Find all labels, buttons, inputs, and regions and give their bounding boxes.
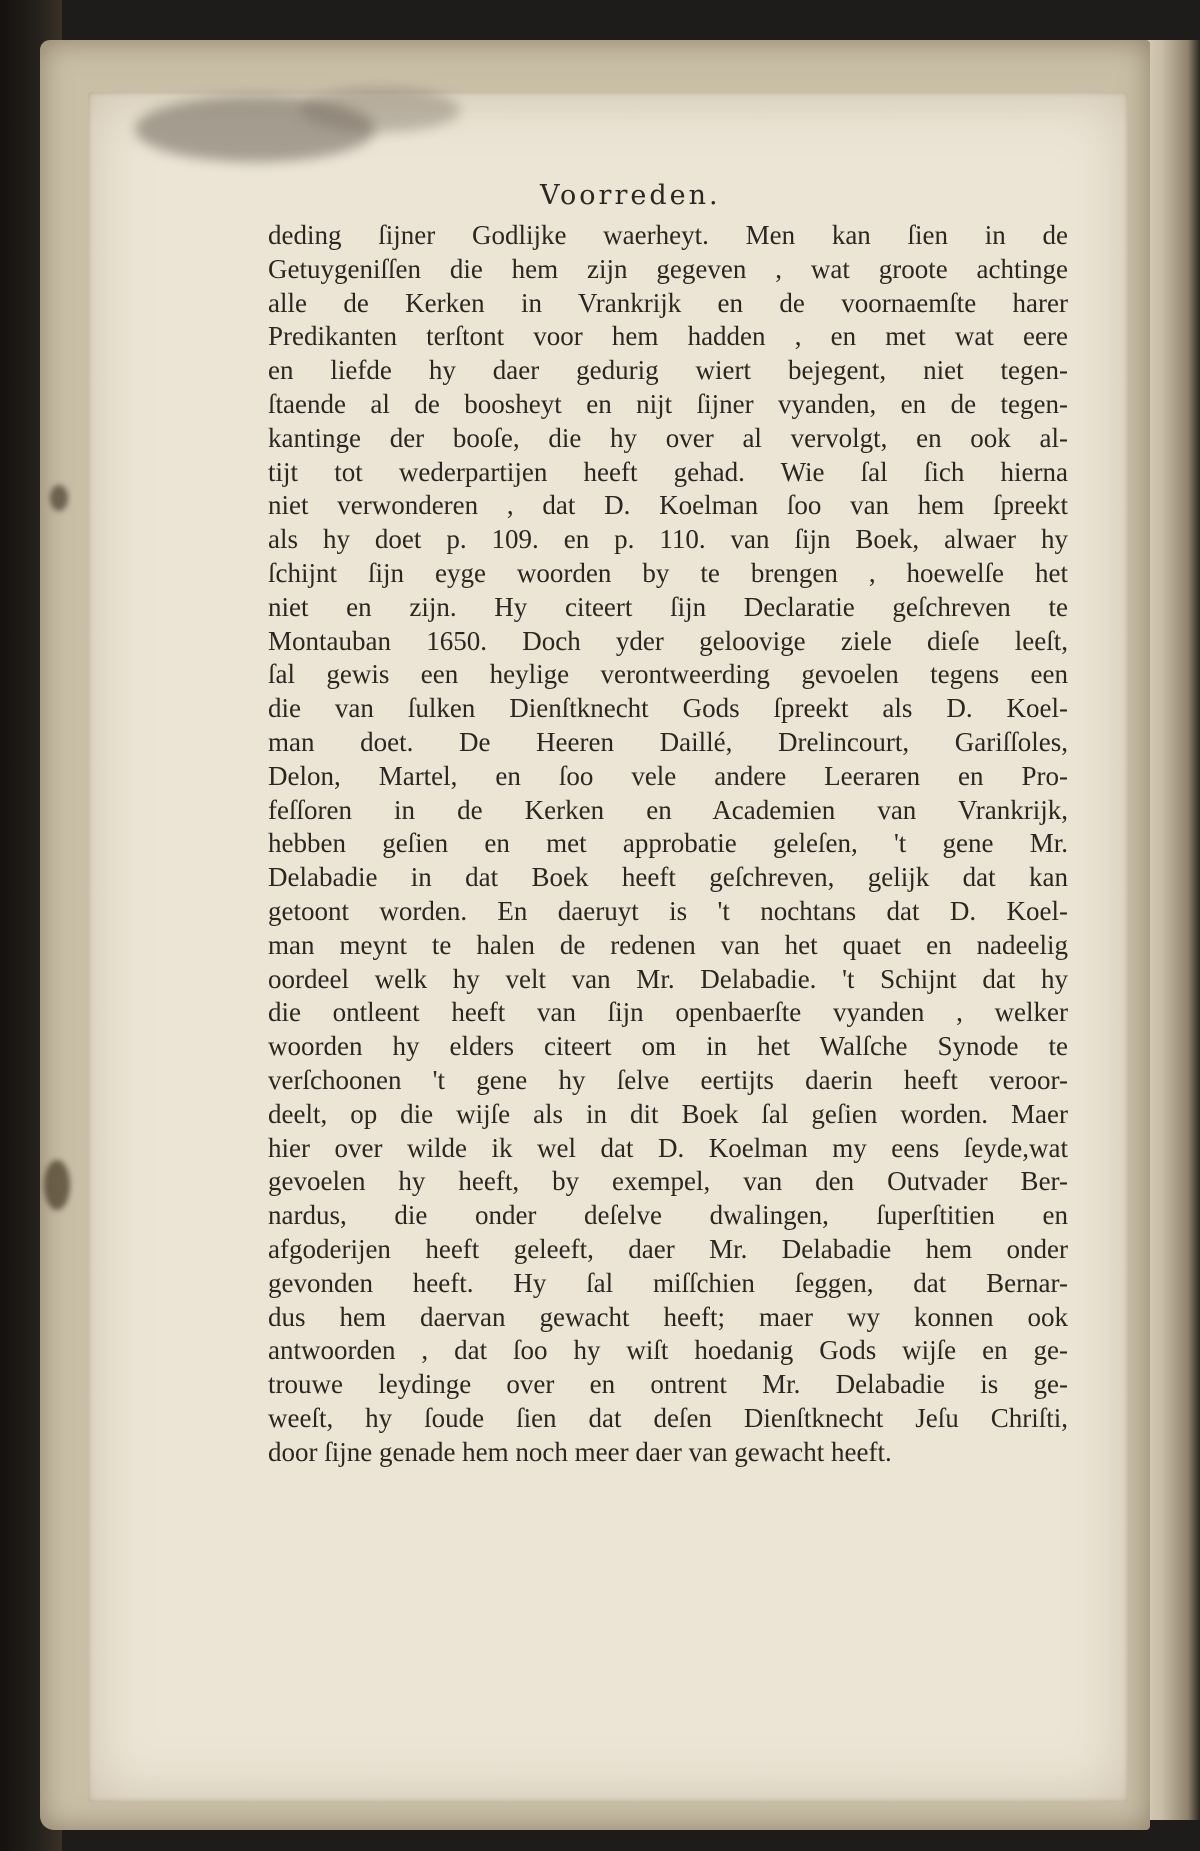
- text-line: man doet. De Heeren Daillé, Drelincourt, Gariſſoles,: [268, 726, 1068, 757]
- text-line: verſchoonen 't gene hy ſelve eertijts daerin heeft veroor-: [268, 1064, 1068, 1095]
- text-line: afgoderijen heeft geleeft, daer Mr. Delabadie hem onder: [268, 1233, 1068, 1264]
- body-text: [268, 219, 1068, 1469]
- text-line: niet verwonderen , dat D. Koelman ſoo van hem ſpreekt: [268, 490, 1068, 521]
- text-line: getoont worden. En daeruyt is 't nochtans dat D. Koel-: [268, 895, 1068, 926]
- text-line: als hy doet p. 109. en p. 110. van ſijn Boek, alwaer hy: [268, 524, 1068, 555]
- text-line: door ſijne genade hem noch meer daer van gewacht heeft.: [268, 1436, 892, 1467]
- text-line: Delabadie in dat Boek heeft geſchreven, gelijk dat kan: [268, 862, 1068, 893]
- text-line: Predikanten terſtont voor hem hadden , en met wat eere: [268, 321, 1068, 352]
- text-line: ſchijnt ſijn eyge woorden by te brengen , hoewelſe het: [268, 557, 1068, 588]
- text-line: hebben geſien en met approbatie geleſen, 't gene Mr.: [268, 828, 1068, 859]
- text-line: gevonden heeft. Hy ſal miſſchien ſeggen, dat Bernar-: [268, 1267, 1068, 1298]
- text-line: nardus, die onder deſelve dwalingen, ſuperſtitien en: [268, 1200, 1068, 1231]
- text-line: ſtaende al de boosheyt en nijt ſijner vyanden, en de tegen-: [268, 388, 1068, 419]
- text-line: kantinge der booſe, die hy over al vervolgt, en ook al-: [268, 422, 1068, 453]
- text-line: deelt, op die wijſe als in dit Boek ſal geſien worden. Maer: [268, 1098, 1068, 1129]
- text-line: man meynt te halen de redenen van het quaet en nadeelig: [268, 929, 1068, 960]
- text-line: trouwe leydinge over en ontrent Mr. Delabadie is ge-: [268, 1369, 1068, 1400]
- ink-blot: [50, 485, 68, 511]
- text-line: alle de Kerken in Vrankrijk en de voornaemſte harer: [268, 287, 1068, 318]
- ink-blot: [44, 1160, 70, 1210]
- text-line: gevoelen hy heeft, by exempel, van den Outvader Ber-: [268, 1166, 1068, 1197]
- water-stain: [300, 88, 460, 132]
- text-line: feſſoren in de Kerken en Academien van Vrankrijk,: [268, 794, 1068, 825]
- text-line: Getuygeniſſen die hem zijn gegeven , wat groote achtinge: [268, 253, 1068, 284]
- running-header: Voorreden.: [540, 180, 721, 211]
- text-line: en liefde hy daer gedurig wiert bejegent, niet tegen-: [268, 355, 1068, 386]
- text-line: Montauban 1650. Doch yder geloovige ziele dieſe leeſt,: [268, 625, 1068, 656]
- text-line: oordeel welk hy velt van Mr. Delabadie. 't Schijnt dat hy: [268, 963, 1068, 994]
- text-line: antwoorden , dat ſoo hy wiſt hoedanig Gods wijſe en ge-: [268, 1335, 1068, 1366]
- text-line: deding ſijner Godlijke waerheyt. Men kan ſien in de: [268, 220, 1068, 250]
- text-line: weeſt, hy ſoude ſien dat deſen Dienſtknecht Jeſu Chriſti,: [268, 1402, 1068, 1433]
- text-line: die ontleent heeft van ſijn openbaerſte vyanden , welker: [268, 997, 1068, 1028]
- text-line: dus hem daervan gewacht heeft; maer wy konnen ook: [268, 1301, 1068, 1332]
- text-line: ſal gewis een heylige verontweerding gevoelen tegens een: [268, 659, 1068, 690]
- text-line: hier over wilde ik wel dat D. Koelman my eens ſeyde,wat: [268, 1132, 1068, 1163]
- text-line: woorden hy elders citeert om in het Walſche Synode te: [268, 1031, 1068, 1062]
- text-line: Delon, Martel, en ſoo vele andere Leeraren en Pro-: [268, 760, 1068, 791]
- text-line: tijt tot wederpartijen heeft gehad. Wie ſal ſich hierna: [268, 456, 1068, 487]
- text-line: niet en zijn. Hy citeert ſijn Declaratie geſchreven te: [268, 591, 1068, 622]
- text-line: die van ſulken Dienſtknecht Gods ſpreekt als D. Koel-: [268, 693, 1068, 724]
